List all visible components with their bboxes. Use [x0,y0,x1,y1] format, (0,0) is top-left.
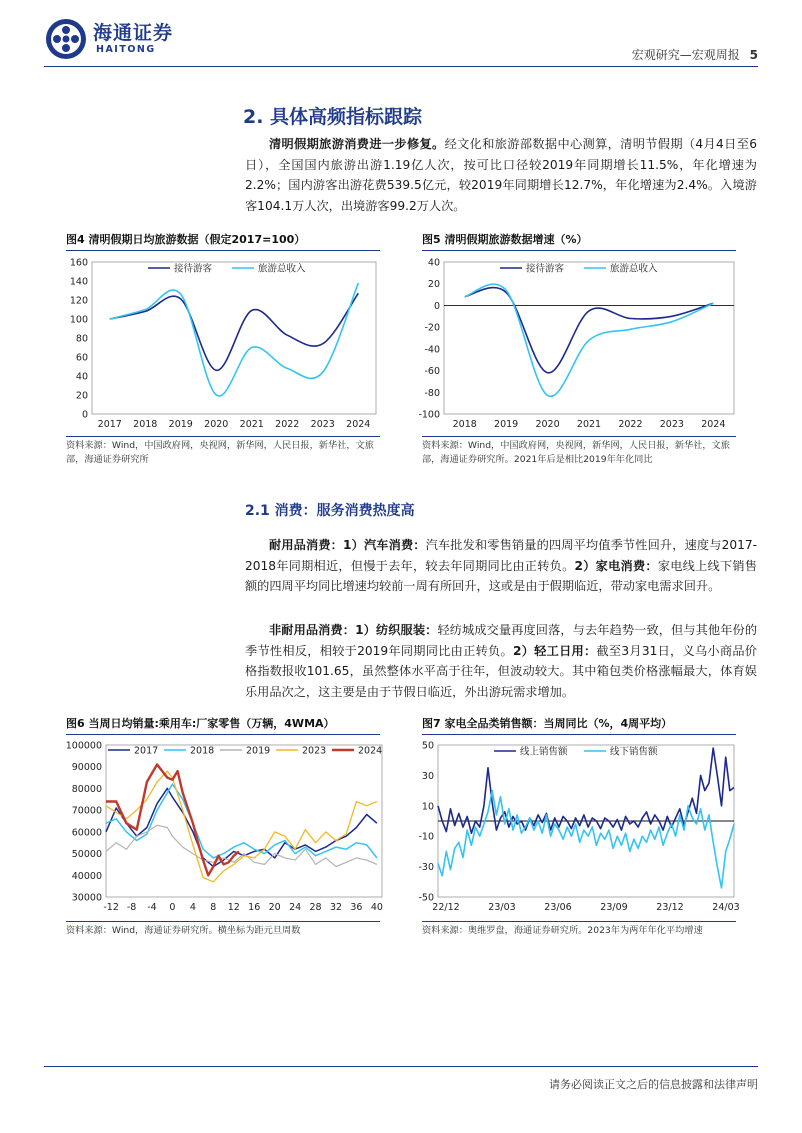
fig6-x-tick-label: 12 [227,902,240,913]
fig5-y-tick-label: -20 [424,322,440,334]
header-rule [44,66,758,67]
fig7-legend-label: 线上销售额 [520,746,568,758]
header-section-label: 宏观研究—宏观周报 [631,48,740,62]
fig4-caption-rule [66,250,380,251]
fig4-chart [60,254,382,438]
logo-english: HAITONG [96,44,156,55]
fig7-chart [416,737,740,921]
fig6-y-tick-label: 100000 [65,740,102,752]
fig7-series-line-线上销售额 [438,748,734,833]
fig6-caption: 图6 当周日均销量:乘用车:厂家零售（万辆，4WMA） [66,717,335,730]
fig7-source: 资料来源：奥维罗盘，海通证券研究所。2023年为两年年化平均增速 [422,925,703,936]
fig5-x-tick-label: 2023 [659,419,684,430]
section-2-title: 2. 具体高频指标跟踪 [243,106,423,128]
fig7-y-tick-label: -30 [418,862,434,874]
fig5-y-tick-label: 0 [433,300,440,312]
light-industry-lead: 2）轻工日用： [512,643,597,658]
fig6-y-tick-label: 70000 [71,805,102,817]
fig6-chart [60,737,386,921]
fig6-x-tick-label: 16 [248,902,261,913]
fig7-source-rule [422,921,736,922]
fig5-x-tick-label: 2019 [494,419,519,430]
fig5-y-tick-label: -60 [424,366,440,378]
fig4-y-tick-label: 80 [75,333,88,345]
fig4-x-tick-label: 2022 [275,419,300,430]
fig5-y-tick-label: 40 [427,257,440,269]
fig4-y-tick-label: 140 [69,276,88,288]
fig7-y-tick-label: 30 [421,770,434,782]
fig7-x-tick-label: 23/03 [488,902,516,913]
fig6-x-tick-label: 24 [289,902,302,913]
fig5-caption: 图5 清明假期旅游数据增速（%） [422,233,588,246]
fig4-x-tick-label: 2017 [97,419,122,430]
fig6-x-tick-label: -12 [103,902,119,913]
fig5-y-tick-label: -80 [424,387,440,399]
fig6-x-tick-label: 28 [309,902,322,913]
fig7-caption-rule [422,734,736,735]
durables-lead: 耐用品消费：1）汽车消费： [269,538,426,552]
fig7-x-tick-label: 23/12 [656,902,684,913]
section-2-lead: 清明假期旅游消费进一步修复。 [269,137,445,151]
fig6-series-line-2019 [106,825,377,866]
fig6-legend-label: 2023 [302,745,327,757]
fig5-x-tick-label: 2018 [452,419,477,430]
fig5-y-tick-label: 20 [427,279,440,291]
fig6-y-tick-label: 60000 [71,827,102,839]
fig5-source-rule [422,436,736,437]
fig6-x-tick-label: 32 [329,902,343,913]
fig6-legend-label: 2018 [190,745,215,757]
fig4-y-tick-label: 0 [81,409,88,421]
header-section [632,46,758,63]
fig4-x-tick-label: 2023 [310,419,335,430]
fig4-x-tick-label: 2018 [133,419,158,430]
appliance-body: 家电线上线下销售额的四周平均同比增速均较前一周有所回升，这或是由于假期临近，带动家电需求回升。 [245,558,757,593]
fig4-legend-label: 旅游总收入 [258,263,306,275]
fig5-source: 资料来源：Wind，中国政府网，央视网，新华网，人民日报，新华社，文旅部，海通证券研究所。2021年后是相比2019年年化同比 [422,440,730,465]
fig5-caption-rule [422,250,736,251]
fig4-plot-frame [92,262,376,414]
section-2-1-paragraph-2 [245,620,757,702]
fig6-x-tick-label: 20 [268,902,281,913]
fig4-y-tick-label: 60 [75,352,88,364]
nondurables-body: 轻纺城成交量再度回落，与去年趋势一致，但与其他年份的季节性相反，相较于2019年同期同比由正转负。 [245,623,758,658]
fig5-y-tick-label: -100 [418,409,440,421]
fig5-x-tick-label: 2020 [535,419,560,430]
fig6-plot-frame [106,745,382,897]
fig6-legend-label: 2024 [358,745,383,757]
logo-chinese: 海通证券 [93,22,174,44]
fig4-y-tick-label: 100 [69,314,88,326]
nondurables-lead: 非耐用品消费：1）纺织服装： [269,623,438,637]
fig7-x-tick-label: 23/09 [600,902,628,913]
fig7-y-tick-label: -10 [418,831,434,843]
fig6-legend-label: 2017 [134,745,159,757]
fig5-chart [416,254,740,438]
page-number: 5 [749,48,758,62]
fig7-y-tick-label: 50 [421,740,434,752]
fig5-x-tick-label: 2021 [576,419,602,430]
fig4-source-rule [66,436,380,437]
fig6-x-tick-label: 8 [210,902,217,913]
fig6-source: 资料来源：Wind，海通证券研究所。横坐标为距元旦周数 [66,925,301,936]
fig6-x-tick-label: 40 [370,902,383,913]
fig6-x-tick-label: 0 [169,902,176,913]
fig6-x-tick-label: -4 [147,902,157,913]
fig6-series-line-2018 [106,784,377,858]
fig7-y-tick-label: 10 [421,801,434,813]
fig4-x-tick-label: 2021 [239,419,264,430]
fig4-caption: 图4 清明假期日均旅游数据（假定2017=100） [66,233,306,246]
fig6-legend-label: 2019 [246,745,271,757]
fig5-legend-label: 旅游总收入 [610,263,658,275]
fig5-y-tick-label: -40 [424,344,440,356]
fig4-x-tick-label: 2024 [346,419,371,430]
fig6-y-tick-label: 50000 [71,849,102,861]
section-2-1-paragraph-1 [245,535,757,597]
fig6-x-tick-label: 36 [350,902,363,913]
durables-body: 汽车批发和零售销量的四周平均值季节性回升，速度与2017-2018年同期相近，但慢于去年，较去年同期同比由正转负。 [245,538,757,573]
fig5-series-line-接待游客 [465,288,714,373]
fig7-x-tick-label: 22/12 [432,902,460,913]
fig6-x-tick-label: 4 [189,902,196,913]
fig7-x-tick-label: 23/06 [544,902,572,913]
fig6-y-tick-label: 30000 [71,892,102,904]
fig6-source-rule [66,921,380,922]
section-2-paragraph [245,134,757,216]
section-2-body: 经文化和旅游部数据中心测算，清明节假期（4月4日至6日），全国国内旅游出游1.19亿人次，按可比口径较2019年同期增长11.5%，年化增速为2.2%；国内游客出游花费539.5亿元，较2019年同期增长12.7%，年化增速为2.4%。入境游客104.1万人次，出境游客99.2万人次。 [245,137,757,213]
fig5-x-tick-label: 2022 [618,419,643,430]
fig4-y-tick-label: 40 [75,371,88,383]
haitong-logo-icon [44,17,88,61]
fig4-x-tick-label: 2019 [168,419,193,430]
footer-disclaimer: 请务必阅读正文之后的信息披露和法律声明 [549,1078,758,1091]
fig4-y-tick-label: 160 [69,257,88,269]
appliance-lead: 2）家电消费： [574,558,658,573]
fig7-x-tick-label: 24/03 [712,902,740,913]
fig6-y-tick-label: 80000 [71,783,102,795]
fig4-source: 资料来源：Wind，中国政府网，央视网，新华网，人民日报，新华社，文旅部，海通证券研究所 [66,440,374,465]
fig6-y-tick-label: 40000 [71,870,102,882]
fig6-series-line-2024 [106,765,239,876]
section-2-1-title: 2.1 消费：服务消费热度高 [245,503,415,519]
fig6-y-tick-label: 90000 [71,762,102,774]
fig5-x-tick-label: 2024 [701,419,726,430]
fig5-legend-label: 接待游客 [526,263,565,275]
fig5-series-line-旅游总收入 [465,284,714,396]
fig4-legend-label: 接待游客 [174,263,213,275]
fig4-y-tick-label: 120 [69,295,88,307]
fig4-x-tick-label: 2020 [204,419,229,430]
light-industry-body: 截至3月31日，义乌小商品价格指数报收101.65，虽然整体水平高于往年，但波动较大。其中箱包类价格涨幅最大，体育娱乐用品次之，这主要是由于节假日临近，外出游玩需求增加。 [245,643,757,699]
fig4-series-line-旅游总收入 [110,283,358,396]
fig6-x-tick-label: -8 [126,902,137,913]
fig4-series-line-接待游客 [110,293,358,370]
fig7-caption: 图7 家电全品类销售额：当周同比（%，4周平均） [422,717,673,730]
fig7-y-tick-label: -50 [418,892,434,904]
fig7-legend-label: 线下销售额 [610,746,658,758]
footer-rule [44,1066,758,1067]
fig6-caption-rule [66,734,380,735]
fig4-y-tick-label: 20 [75,390,88,402]
